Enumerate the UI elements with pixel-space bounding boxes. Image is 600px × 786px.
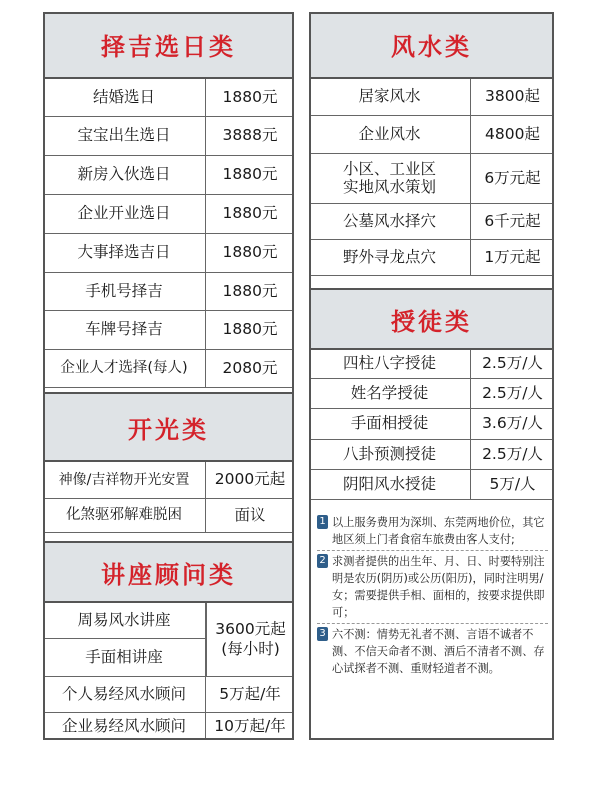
service-name: 居家风水 (309, 79, 471, 115)
service-name: 手面相授徒 (309, 409, 471, 439)
service-name: 企业开业选日 (43, 195, 206, 233)
service-name: 神像/吉祥物开光安置 (43, 462, 206, 498)
note-item (317, 514, 548, 548)
service-price: 2080元 (222, 358, 278, 377)
service-name: 八卦预测授徒 (309, 440, 471, 469)
service-price: 1880元 (222, 87, 278, 106)
service-price: 1880元 (222, 243, 278, 262)
service-name: 宝宝出生选日 (43, 117, 206, 155)
table-row (309, 204, 554, 240)
service-name: 车牌号择吉 (43, 311, 206, 349)
note-item (317, 553, 548, 621)
table-row (43, 462, 294, 499)
service-name: 新房入伙选日 (43, 156, 206, 194)
service-name: 个人易经风水顾问 (43, 677, 206, 712)
table-row (43, 499, 294, 533)
note-text: 以上服务费用为深圳、东莞两地价位，其它地区须上门者食宿车旅费由客人支付; (332, 516, 545, 546)
service-price: 3888元 (222, 126, 278, 145)
service-price: 6千元起 (484, 211, 541, 230)
note-number-badge: 3 (317, 627, 328, 641)
table-row (43, 234, 294, 273)
service-price: 1万元起 (484, 247, 541, 266)
service-name (309, 154, 471, 203)
service-price: 3.6万/人 (482, 414, 543, 433)
table-row (43, 195, 294, 234)
section-header-apprenticeship: 授徒类 (309, 288, 554, 350)
section-header-consecration: 开光类 (43, 392, 294, 462)
table-row (43, 117, 294, 156)
service-price: 2.5万/人 (482, 444, 543, 463)
table-row (43, 713, 294, 740)
service-price: 2.5万/人 (482, 354, 543, 373)
table-row (309, 79, 554, 116)
service-price: 2.5万/人 (482, 383, 543, 402)
table-row (309, 240, 554, 276)
table-row (309, 409, 554, 440)
service-price: 1880元 (222, 204, 278, 223)
service-price: 4800起 (485, 124, 540, 143)
service-price: 5万/人 (489, 474, 536, 493)
service-price: 5万起/年 (219, 684, 281, 703)
table-row (309, 154, 554, 204)
table-row (309, 350, 554, 379)
lecture-price-unit: (每小时) (221, 639, 280, 658)
service-name: 公墓风水择穴 (309, 204, 471, 239)
note-number-badge: 1 (317, 515, 328, 529)
lecture-price (206, 603, 294, 677)
section-header-fengshui: 风水类 (309, 12, 554, 79)
table-row (43, 273, 294, 311)
service-name: 四柱八字授徒 (309, 350, 471, 378)
table-row (43, 156, 294, 195)
section-header-lecture-consulting: 讲座顾问类 (43, 541, 294, 603)
note-divider (317, 623, 548, 624)
notes-section (317, 514, 548, 679)
lecture-price-amount: 3600元起 (215, 620, 286, 639)
service-price: 1880元 (222, 320, 278, 339)
service-price: 面议 (234, 505, 266, 524)
service-name: 手面相讲座 (43, 639, 206, 676)
service-price: 2000元起 (214, 470, 286, 489)
service-price: 6万元起 (484, 168, 541, 187)
table-row (309, 440, 554, 470)
note-text: 求测者提供的出生年、月、日、时要特别注明是农历(阴历)或公历(阳历)，同时注明男/女；需要提供手相、面相的，按要求提供即可； (332, 555, 545, 619)
service-name: 姓名学授徒 (309, 379, 471, 408)
service-name: 企业人才选择(每人) (43, 350, 206, 387)
service-name: 周易风水讲座 (43, 603, 206, 638)
note-item (317, 626, 548, 677)
service-name: 化煞驱邪解难脱困 (43, 499, 206, 532)
service-name: 野外寻龙点穴 (309, 240, 471, 275)
note-text: 六不测：情势无礼者不测、言语不诚者不测、不信天命者不测、酒后不清者不测、存心试探者不测、重财轻道者不测。 (332, 628, 545, 675)
left-price-column (43, 12, 294, 740)
note-divider (317, 550, 548, 551)
service-price: 1880元 (222, 165, 278, 184)
table-row (43, 79, 294, 117)
service-name-line2: 实地风水策划 (342, 177, 436, 196)
section-header-date-selection: 择吉选日类 (43, 12, 294, 79)
table-row (43, 311, 294, 350)
service-name: 结婚选日 (43, 79, 206, 116)
service-name: 阴阳风水授徒 (309, 470, 471, 499)
service-price: 10万起/年 (214, 716, 286, 735)
table-row (309, 379, 554, 409)
service-name: 手机号择吉 (43, 273, 206, 310)
service-name: 大事择选吉日 (43, 234, 206, 272)
table-row (43, 677, 294, 713)
service-name: 企业易经风水顾问 (43, 713, 206, 740)
table-row (309, 116, 554, 154)
service-price: 3800起 (485, 87, 540, 106)
note-number-badge: 2 (317, 554, 328, 568)
table-row (309, 470, 554, 500)
right-price-column (309, 12, 554, 740)
table-row (43, 350, 294, 388)
service-price: 1880元 (222, 281, 278, 300)
service-name: 企业风水 (309, 116, 471, 153)
service-name-line1: 小区、工业区 (342, 159, 436, 178)
